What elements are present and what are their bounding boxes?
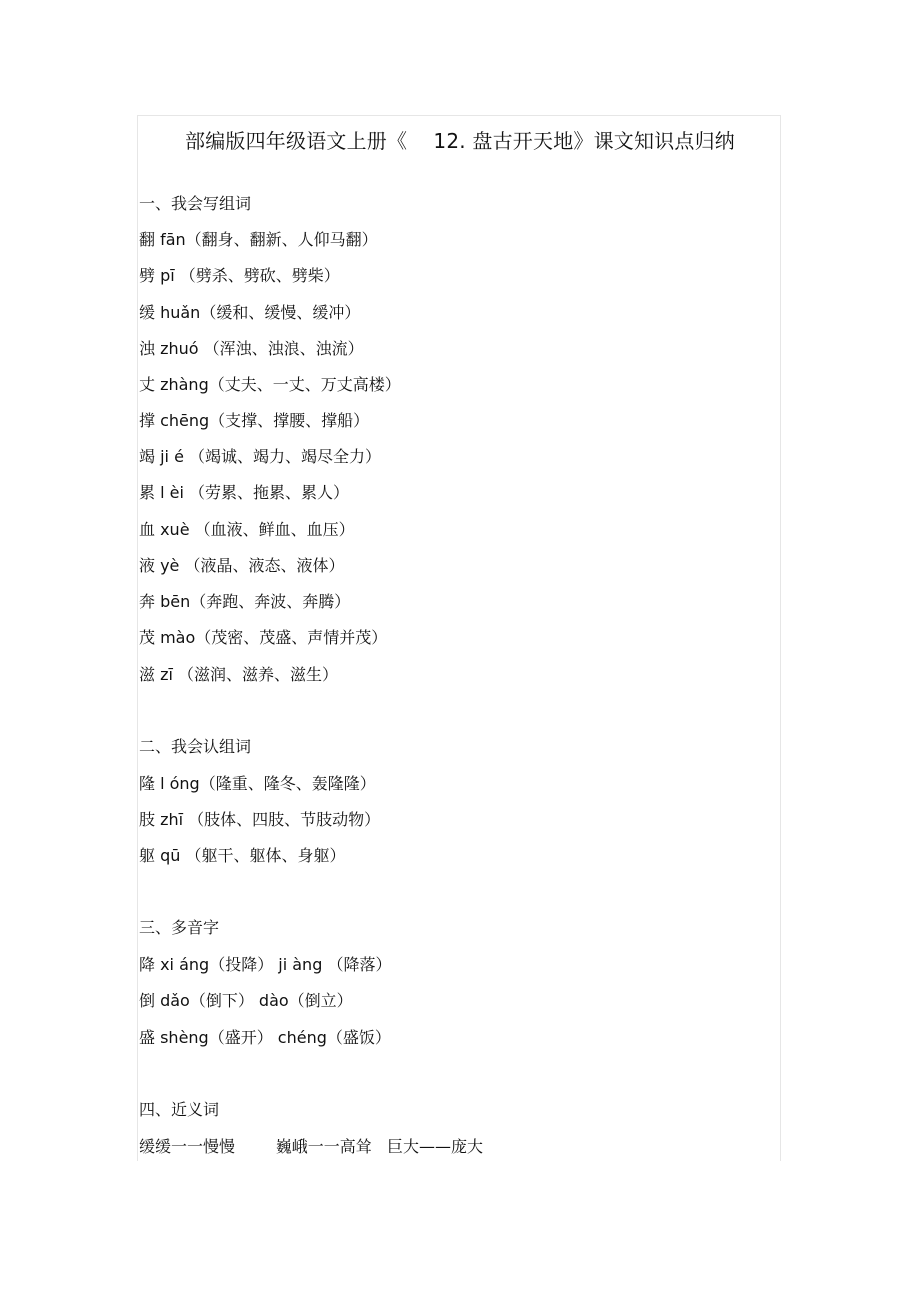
entry-line: 缓缓一一慢慢 巍峨一一高耸 巨大——庞大 bbox=[139, 1137, 483, 1156]
entry-line: 降 xi áng（投降） ji àng （降落） bbox=[139, 955, 392, 974]
section-heading-2: 二、我会认组词 bbox=[139, 737, 252, 756]
entry-line: 肢 zhī （肢体、四肢、节肢动物） bbox=[139, 810, 381, 829]
entry-line: 累 l èi （劳累、拖累、累人） bbox=[139, 483, 349, 502]
entry-line: 竭 ji é （竭诚、竭力、竭尽全力） bbox=[139, 447, 381, 466]
entry-line: 浊 zhuó （浑浊、浊浪、浊流） bbox=[139, 339, 364, 358]
entry-line: 奔 bēn（奔跑、奔波、奔腾） bbox=[139, 592, 351, 611]
entry-line: 液 yè （液晶、液态、液体） bbox=[139, 556, 345, 575]
entry-line: 倒 dǎo（倒下） dào（倒立） bbox=[139, 991, 353, 1010]
entry-line: 撑 chēng（支撑、撑腰、撑船） bbox=[139, 411, 370, 430]
entry-line: 缓 huǎn（缓和、缓慢、缓冲） bbox=[139, 303, 361, 322]
entry-line: 丈 zhàng（丈夫、一丈、万丈高楼） bbox=[139, 375, 401, 394]
entry-line: 血 xuè （血液、鲜血、血压） bbox=[139, 520, 355, 539]
document-title: 部编版四年级语文上册《 12. 盘古开天地》课文知识点归纳 bbox=[185, 129, 735, 153]
entry-line: 躯 qū （躯干、躯体、身躯） bbox=[139, 846, 346, 865]
section-heading-3: 三、多音字 bbox=[139, 918, 220, 937]
section-heading-4: 四、近义词 bbox=[139, 1100, 220, 1119]
entry-line: 翻 fān（翻身、翻新、人仰马翻） bbox=[139, 230, 378, 249]
section-heading-1: 一、我会写组词 bbox=[139, 194, 252, 213]
entry-line: 滋 zī （滋润、滋养、滋生） bbox=[139, 665, 339, 684]
entry-line: 隆 l óng（隆重、隆冬、轰隆隆） bbox=[139, 774, 376, 793]
entry-line: 盛 shèng（盛开） chéng（盛饭） bbox=[139, 1028, 391, 1047]
entry-line: 茂 mào（茂密、茂盛、声情并茂） bbox=[139, 628, 388, 647]
entry-line: 劈 pī （劈杀、劈砍、劈柴） bbox=[139, 266, 340, 285]
